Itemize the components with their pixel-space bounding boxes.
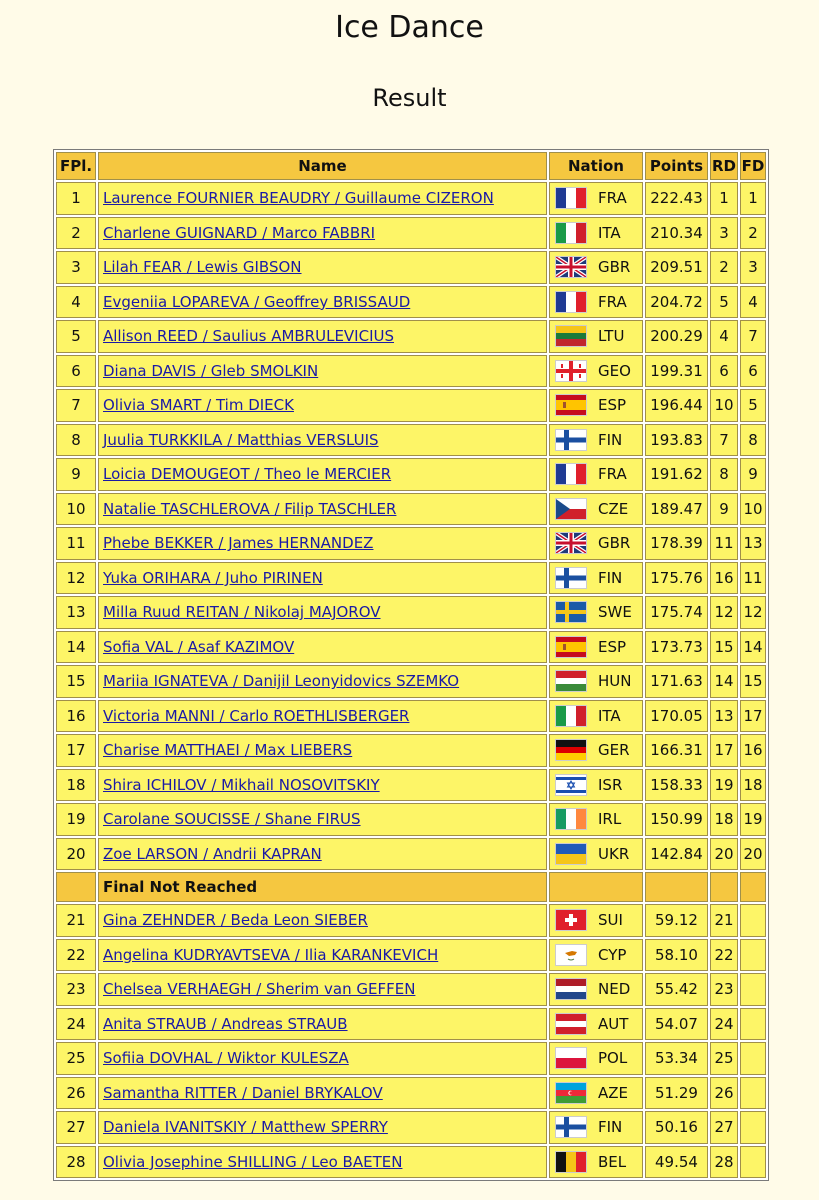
rd-cell: 10 — [710, 389, 738, 422]
nation-code: POL — [598, 1049, 628, 1068]
rd-cell: 16 — [710, 562, 738, 595]
rd-cell: 4 — [710, 320, 738, 353]
rd-cell: 14 — [710, 665, 738, 698]
name-cell — [98, 493, 547, 526]
results-table-wrapper — [53, 149, 769, 1181]
rd-cell: 23 — [710, 973, 738, 1006]
sui-flag-icon — [555, 909, 587, 931]
rd-cell: 5 — [710, 286, 738, 319]
nation-cell — [549, 1077, 643, 1110]
nation-cell — [549, 1146, 643, 1179]
skater-link[interactable]: Mariia IGNATEVA / Danijil Leonyidovics SZEMKO — [103, 672, 460, 691]
separator-cell — [740, 872, 766, 902]
rd-cell: 15 — [710, 631, 738, 664]
skater-link[interactable]: Sofiia DOVHAL / Wiktor KULESZA — [103, 1049, 349, 1068]
table-row — [56, 904, 766, 937]
placement-cell: 28 — [56, 1146, 96, 1179]
nation-cell — [549, 562, 643, 595]
name-cell — [98, 973, 547, 1006]
skater-link[interactable]: Natalie TASCHLEROVA / Filip TASCHLER — [103, 499, 397, 518]
placement-cell: 27 — [56, 1111, 96, 1144]
table-row — [56, 320, 766, 353]
skater-link[interactable]: Charlene GUIGNARD / Marco FABBRI — [103, 223, 376, 242]
skater-link[interactable]: Diana DAVIS / Gleb SMOLKIN — [103, 361, 319, 380]
fd-cell: 6 — [740, 355, 766, 388]
skater-link[interactable]: Lilah FEAR / Lewis GIBSON — [103, 258, 302, 277]
nation-code: NED — [598, 980, 631, 999]
placement-cell: 17 — [56, 734, 96, 767]
table-row — [56, 838, 766, 871]
rd-cell: 9 — [710, 493, 738, 526]
placement-cell: 21 — [56, 904, 96, 937]
nation-code: IRL — [598, 810, 622, 829]
skater-link[interactable]: Anita STRAUB / Andreas STRAUB — [103, 1014, 348, 1033]
nation-code: CZE — [598, 499, 629, 518]
nation-cell — [549, 320, 643, 353]
name-cell — [98, 700, 547, 733]
nation-code: HUN — [598, 672, 632, 691]
rd-cell: 27 — [710, 1111, 738, 1144]
points-cell: 150.99 — [645, 803, 708, 836]
placement-cell: 19 — [56, 803, 96, 836]
rd-cell: 28 — [710, 1146, 738, 1179]
rd-cell: 2 — [710, 251, 738, 284]
separator-cell — [710, 872, 738, 902]
points-cell: 51.29 — [645, 1077, 708, 1110]
points-cell: 50.16 — [645, 1111, 708, 1144]
nation-cell — [549, 251, 643, 284]
nation-code: FRA — [598, 292, 627, 311]
name-cell — [98, 1042, 547, 1075]
nation-cell — [549, 1111, 643, 1144]
placement-cell: 8 — [56, 424, 96, 457]
header-rd: RD — [710, 152, 738, 180]
skater-link[interactable]: Zoe LARSON / Andrii KAPRAN — [103, 844, 322, 863]
ita-flag-icon — [555, 705, 587, 727]
name-cell — [98, 251, 547, 284]
fd-cell: 11 — [740, 562, 766, 595]
rd-cell: 12 — [710, 596, 738, 629]
nation-code: SWE — [598, 603, 632, 622]
fin-flag-icon — [555, 1116, 587, 1138]
nation-code: ITA — [598, 223, 621, 242]
irl-flag-icon — [555, 808, 587, 830]
nation-cell — [549, 182, 643, 215]
skater-link[interactable]: Evgeniia LOPAREVA / Geoffrey BRISSAUD — [103, 292, 411, 311]
fd-cell: 9 — [740, 458, 766, 491]
placement-cell: 15 — [56, 665, 96, 698]
points-cell: 175.74 — [645, 596, 708, 629]
table-row — [56, 1042, 766, 1075]
placement-cell: 2 — [56, 217, 96, 250]
points-cell: 178.39 — [645, 527, 708, 560]
nation-code: FRA — [598, 189, 627, 208]
esp-flag-icon — [555, 394, 587, 416]
rd-cell: 13 — [710, 700, 738, 733]
table-row — [56, 527, 766, 560]
skater-link[interactable]: Angelina KUDRYAVTSEVA / Ilia KARANKEVICH — [103, 945, 439, 964]
placement-cell: 5 — [56, 320, 96, 353]
nation-cell — [549, 904, 643, 937]
points-cell: 170.05 — [645, 700, 708, 733]
nation-code: GER — [598, 741, 630, 760]
nation-code: SUI — [598, 911, 623, 930]
fd-cell: 12 — [740, 596, 766, 629]
ita-flag-icon — [555, 222, 587, 244]
table-row — [56, 1077, 766, 1110]
placement-cell: 7 — [56, 389, 96, 422]
name-cell — [98, 904, 547, 937]
skater-link[interactable]: Gina ZEHNDER / Beda Leon SIEBER — [103, 911, 368, 930]
placement-cell: 23 — [56, 973, 96, 1006]
nation-cell — [549, 458, 643, 491]
skater-link[interactable]: Olivia Josephine SHILLING / Leo BAETEN — [103, 1152, 403, 1171]
placement-cell: 20 — [56, 838, 96, 871]
hun-flag-icon — [555, 670, 587, 692]
separator-cell — [549, 872, 643, 902]
nation-cell — [549, 596, 643, 629]
fd-cell: 4 — [740, 286, 766, 319]
skater-link[interactable]: Sofia VAL / Asaf KAZIMOV — [103, 637, 295, 656]
nation-cell — [549, 803, 643, 836]
placement-cell: 9 — [56, 458, 96, 491]
fin-flag-icon — [555, 567, 587, 589]
nation-cell — [549, 493, 643, 526]
nation-code: FIN — [598, 568, 623, 587]
esp-flag-icon — [555, 636, 587, 658]
points-cell: 58.10 — [645, 939, 708, 972]
fra-flag-icon — [555, 463, 587, 485]
name-cell — [98, 286, 547, 319]
table-row — [56, 1146, 766, 1179]
fd-cell: 18 — [740, 769, 766, 802]
fd-cell — [740, 1111, 766, 1144]
name-cell — [98, 1111, 547, 1144]
ned-flag-icon — [555, 978, 587, 1000]
nation-code: ISR — [598, 775, 623, 794]
skater-link[interactable]: Milla Ruud REITAN / Nikolaj MAJOROV — [103, 603, 381, 622]
points-cell: 173.73 — [645, 631, 708, 664]
name-cell — [98, 182, 547, 215]
ger-flag-icon — [555, 739, 587, 761]
fd-cell: 13 — [740, 527, 766, 560]
placement-cell: 26 — [56, 1077, 96, 1110]
fin-flag-icon — [555, 429, 587, 451]
results-body — [56, 182, 766, 1178]
fd-cell: 16 — [740, 734, 766, 767]
header-nation: Nation — [549, 152, 643, 180]
header-fd: FD — [740, 152, 766, 180]
fd-cell: 3 — [740, 251, 766, 284]
final-not-reached-row — [56, 872, 766, 902]
skater-link[interactable]: Charise MATTHAEI / Max LIEBERS — [103, 741, 353, 760]
fd-cell: 20 — [740, 838, 766, 871]
nation-code: GEO — [598, 361, 631, 380]
rd-cell: 21 — [710, 904, 738, 937]
ltu-flag-icon — [555, 325, 587, 347]
name-cell — [98, 769, 547, 802]
points-cell: 166.31 — [645, 734, 708, 767]
name-cell — [98, 665, 547, 698]
name-cell — [98, 320, 547, 353]
name-cell — [98, 631, 547, 664]
nation-cell — [549, 838, 643, 871]
nation-code: GBR — [598, 534, 631, 553]
header-points: Points — [645, 152, 708, 180]
table-row — [56, 665, 766, 698]
rd-cell: 6 — [710, 355, 738, 388]
nation-cell — [549, 631, 643, 664]
rd-cell: 19 — [710, 769, 738, 802]
placement-cell: 24 — [56, 1008, 96, 1041]
swe-flag-icon — [555, 601, 587, 623]
name-cell — [98, 596, 547, 629]
name-cell — [98, 1077, 547, 1110]
placement-cell: 1 — [56, 182, 96, 215]
points-cell: 53.34 — [645, 1042, 708, 1075]
table-row — [56, 389, 766, 422]
name-cell — [98, 424, 547, 457]
points-cell: 193.83 — [645, 424, 708, 457]
fd-cell — [740, 973, 766, 1006]
table-row — [56, 251, 766, 284]
table-row — [56, 734, 766, 767]
placement-cell: 10 — [56, 493, 96, 526]
fd-cell — [740, 1146, 766, 1179]
points-cell: 49.54 — [645, 1146, 708, 1179]
points-cell: 55.42 — [645, 973, 708, 1006]
nation-code: ESP — [598, 637, 627, 656]
points-cell: 175.76 — [645, 562, 708, 595]
separator-cell — [645, 872, 708, 902]
rd-cell: 22 — [710, 939, 738, 972]
fd-cell: 15 — [740, 665, 766, 698]
points-cell: 200.29 — [645, 320, 708, 353]
placement-cell: 25 — [56, 1042, 96, 1075]
nation-cell — [549, 734, 643, 767]
cyp-flag-icon — [555, 944, 587, 966]
table-row — [56, 803, 766, 836]
nation-code: FIN — [598, 430, 623, 449]
skater-link[interactable]: Yuka ORIHARA / Juho PIRINEN — [103, 568, 323, 587]
table-row — [56, 493, 766, 526]
nation-code: AUT — [598, 1014, 629, 1033]
skater-link[interactable]: Daniela IVANITSKIY / Matthew SPERRY — [103, 1118, 388, 1137]
table-row — [56, 562, 766, 595]
name-cell — [98, 939, 547, 972]
results-table — [53, 149, 769, 1181]
nation-cell — [549, 700, 643, 733]
points-cell: 222.43 — [645, 182, 708, 215]
points-cell: 210.34 — [645, 217, 708, 250]
table-row — [56, 939, 766, 972]
fra-flag-icon — [555, 187, 587, 209]
header-name: Name — [98, 152, 547, 180]
points-cell: 59.12 — [645, 904, 708, 937]
rd-cell: 26 — [710, 1077, 738, 1110]
name-cell — [98, 389, 547, 422]
fd-cell — [740, 939, 766, 972]
points-cell: 189.47 — [645, 493, 708, 526]
nation-cell — [549, 939, 643, 972]
table-row — [56, 182, 766, 215]
nation-code: CYP — [598, 945, 627, 964]
table-row — [56, 1008, 766, 1041]
ukr-flag-icon — [555, 843, 587, 865]
placement-cell: 6 — [56, 355, 96, 388]
skater-link[interactable]: Allison REED / Saulius AMBRULEVICIUS — [103, 327, 395, 346]
name-cell — [98, 803, 547, 836]
gbr-flag-icon — [555, 532, 587, 554]
table-row — [56, 424, 766, 457]
points-cell: 191.62 — [645, 458, 708, 491]
placement-cell: 12 — [56, 562, 96, 595]
skater-link[interactable]: Samantha RITTER / Daniel BRYKALOV — [103, 1083, 383, 1102]
name-cell — [98, 562, 547, 595]
points-cell: 54.07 — [645, 1008, 708, 1041]
separator-cell — [56, 872, 96, 902]
rd-cell: 17 — [710, 734, 738, 767]
isr-flag-icon — [555, 774, 587, 796]
nation-code: GBR — [598, 258, 631, 277]
fd-cell: 14 — [740, 631, 766, 664]
fra-flag-icon — [555, 291, 587, 313]
fd-cell: 1 — [740, 182, 766, 215]
placement-cell: 18 — [56, 769, 96, 802]
skater-link[interactable]: Phebe BEKKER / James HERNANDEZ — [103, 534, 374, 553]
fd-cell — [740, 1008, 766, 1041]
skater-link[interactable]: Victoria MANNI / Carlo ROETHLISBERGER — [103, 706, 410, 725]
rd-cell: 3 — [710, 217, 738, 250]
points-cell: 196.44 — [645, 389, 708, 422]
table-row — [56, 1111, 766, 1144]
points-cell: 199.31 — [645, 355, 708, 388]
nation-cell — [549, 1042, 643, 1075]
header-row — [56, 152, 766, 180]
skater-link[interactable]: Chelsea VERHAEGH / Sherim van GEFFEN — [103, 980, 416, 999]
nation-code: AZE — [598, 1083, 629, 1102]
rd-cell: 25 — [710, 1042, 738, 1075]
name-cell — [98, 1008, 547, 1041]
table-row — [56, 458, 766, 491]
nation-cell — [549, 665, 643, 698]
page-subtitle: Result — [372, 84, 447, 112]
page-title: Ice Dance — [335, 10, 484, 45]
placement-cell: 22 — [56, 939, 96, 972]
skater-link[interactable]: Juulia TURKKILA / Matthias VERSLUIS — [103, 430, 379, 449]
nation-code: UKR — [598, 844, 630, 863]
placement-cell: 14 — [56, 631, 96, 664]
table-row — [56, 217, 766, 250]
nation-cell — [549, 527, 643, 560]
rd-cell: 7 — [710, 424, 738, 457]
geo-flag-icon — [555, 360, 587, 382]
aut-flag-icon — [555, 1013, 587, 1035]
header-fpl: FPl. — [56, 152, 96, 180]
nation-code: ITA — [598, 706, 621, 725]
skater-link[interactable]: Laurence FOURNIER BEAUDRY / Guillaume CIZERON — [103, 189, 494, 208]
aze-flag-icon — [555, 1082, 587, 1104]
name-cell — [98, 458, 547, 491]
nation-cell — [549, 286, 643, 319]
cze-flag-icon — [555, 498, 587, 520]
points-cell: 204.72 — [645, 286, 708, 319]
placement-cell: 3 — [56, 251, 96, 284]
rd-cell: 18 — [710, 803, 738, 836]
fd-cell — [740, 1077, 766, 1110]
points-cell: 158.33 — [645, 769, 708, 802]
nation-cell — [549, 769, 643, 802]
nation-cell — [549, 217, 643, 250]
fd-cell — [740, 904, 766, 937]
fd-cell: 7 — [740, 320, 766, 353]
placement-cell: 11 — [56, 527, 96, 560]
skater-link[interactable]: Shira ICHILOV / Mikhail NOSOVITSKIY — [103, 775, 380, 794]
nation-code: FRA — [598, 465, 627, 484]
nation-code: ESP — [598, 396, 627, 415]
name-cell — [98, 355, 547, 388]
fd-cell — [740, 1042, 766, 1075]
table-row — [56, 596, 766, 629]
skater-link[interactable]: Carolane SOUCISSE / Shane FIRUS — [103, 810, 361, 829]
table-row — [56, 631, 766, 664]
rd-cell: 24 — [710, 1008, 738, 1041]
table-row — [56, 769, 766, 802]
points-cell: 209.51 — [645, 251, 708, 284]
fd-cell: 10 — [740, 493, 766, 526]
table-row — [56, 700, 766, 733]
table-row — [56, 973, 766, 1006]
nation-cell — [549, 1008, 643, 1041]
gbr-flag-icon — [555, 256, 587, 278]
name-cell — [98, 838, 547, 871]
name-cell — [98, 1146, 547, 1179]
points-cell: 142.84 — [645, 838, 708, 871]
nation-code: FIN — [598, 1118, 623, 1137]
nation-cell — [549, 973, 643, 1006]
points-cell: 171.63 — [645, 665, 708, 698]
nation-code: LTU — [598, 327, 625, 346]
pol-flag-icon — [555, 1047, 587, 1069]
rd-cell: 1 — [710, 182, 738, 215]
placement-cell: 4 — [56, 286, 96, 319]
final-not-reached-label: Final Not Reached — [98, 872, 547, 902]
nation-code: BEL — [598, 1152, 627, 1171]
nation-cell — [549, 355, 643, 388]
rd-cell: 20 — [710, 838, 738, 871]
placement-cell: 13 — [56, 596, 96, 629]
fd-cell: 17 — [740, 700, 766, 733]
name-cell — [98, 217, 547, 250]
rd-cell: 8 — [710, 458, 738, 491]
placement-cell: 16 — [56, 700, 96, 733]
table-row — [56, 355, 766, 388]
rd-cell: 11 — [710, 527, 738, 560]
table-row — [56, 286, 766, 319]
skater-link[interactable]: Loicia DEMOUGEOT / Theo le MERCIER — [103, 465, 392, 484]
bel-flag-icon — [555, 1151, 587, 1173]
name-cell — [98, 527, 547, 560]
fd-cell: 19 — [740, 803, 766, 836]
skater-link[interactable]: Olivia SMART / Tim DIECK — [103, 396, 294, 415]
fd-cell: 2 — [740, 217, 766, 250]
name-cell — [98, 734, 547, 767]
nation-cell — [549, 389, 643, 422]
nation-cell — [549, 424, 643, 457]
fd-cell: 8 — [740, 424, 766, 457]
fd-cell: 5 — [740, 389, 766, 422]
